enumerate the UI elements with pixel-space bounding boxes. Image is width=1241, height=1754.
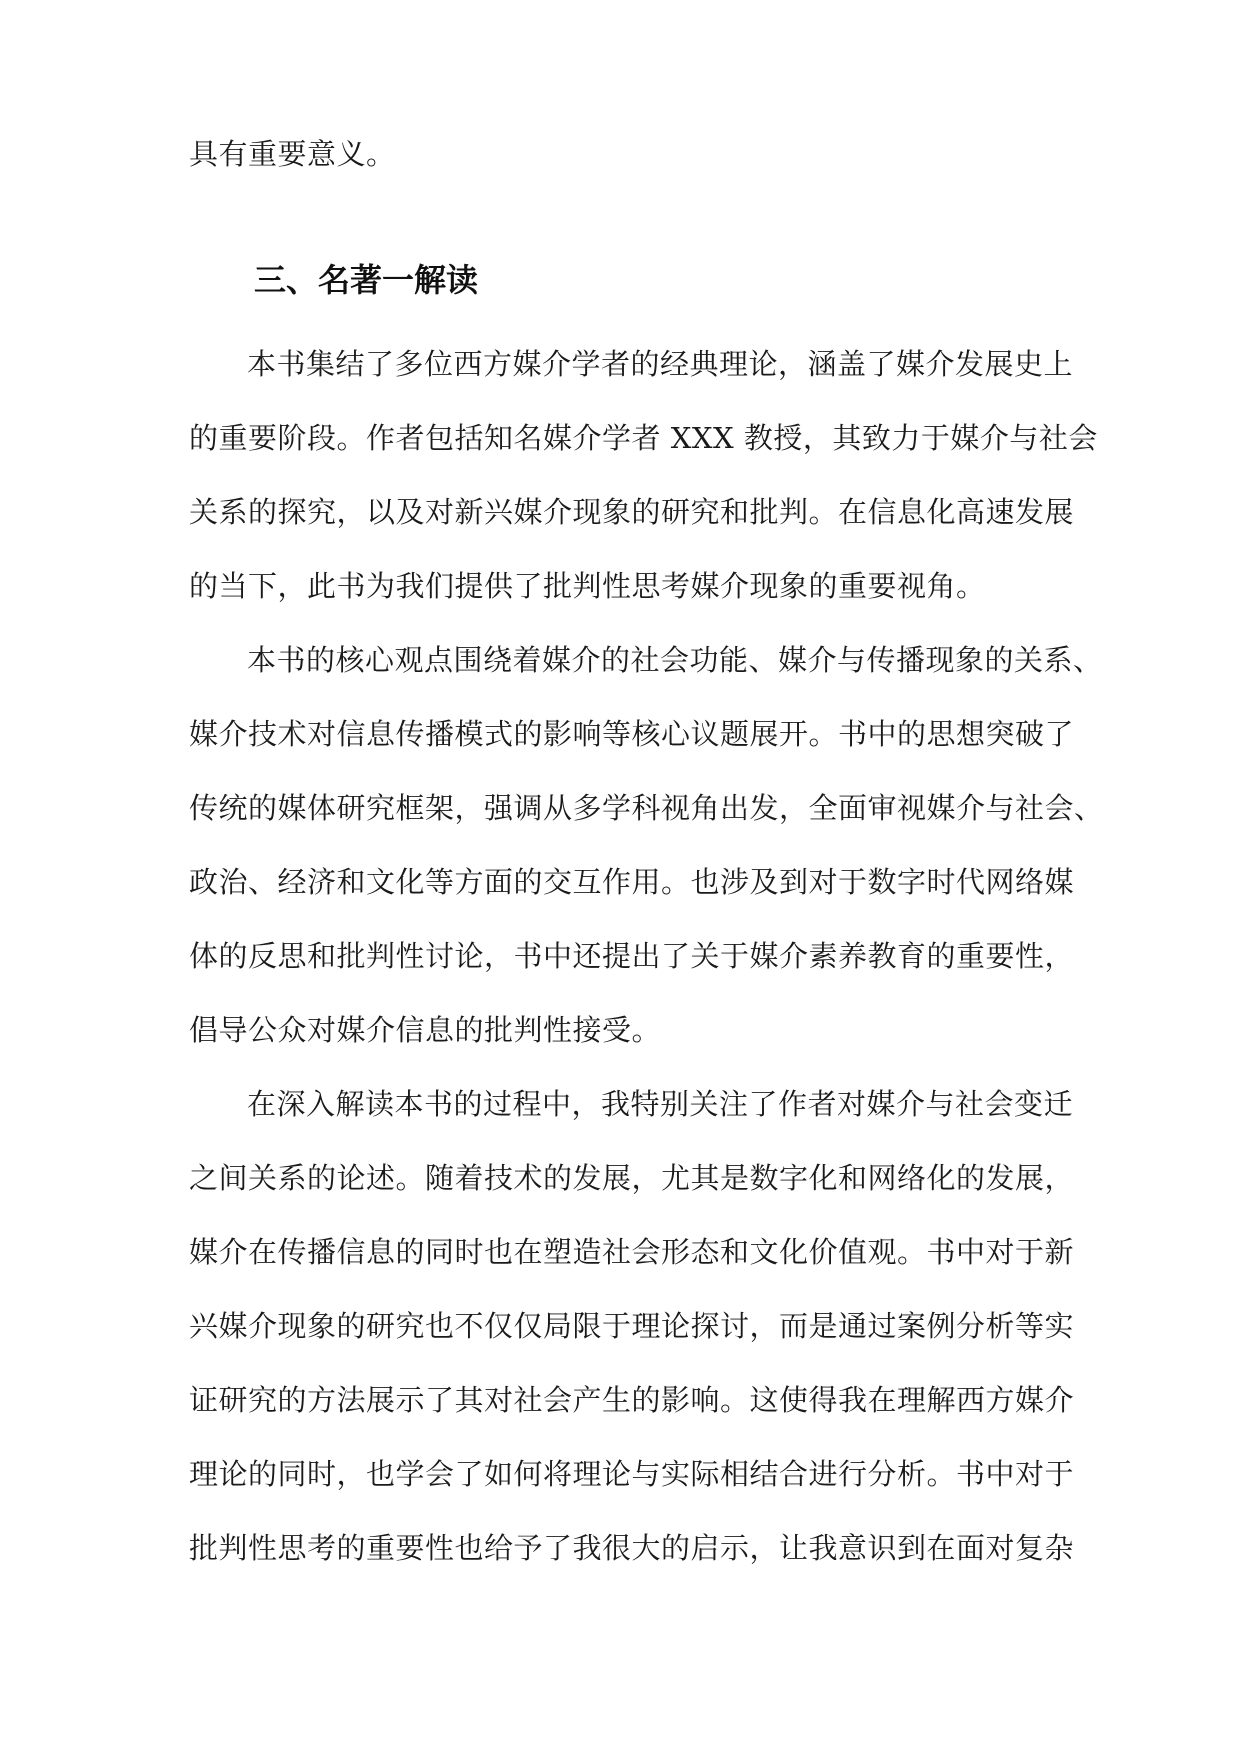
paragraph-line: 本书的核心观点围绕着媒介的社会功能、媒介与传播现象的关系、 — [247, 643, 1103, 677]
section-heading: 三、名著一解读 — [254, 261, 479, 299]
paragraph-line: 本书集结了多位西方媒介学者的经典理论，涵盖了媒介发展史上 — [247, 347, 1074, 381]
paragraph-line: 证研究的方法展示了其对社会产生的影响。这使得我在理解西方媒介 — [189, 1383, 1075, 1417]
paragraph-line: 媒介技术对信息传播模式的影响等核心议题展开。书中的思想突破了 — [189, 717, 1075, 751]
paragraph-line: 传统的媒体研究框架，强调从多学科视角出发，全面审视媒介与社会、 — [189, 791, 1104, 825]
paragraph-line: 的重要阶段。作者包括知名媒介学者 XXX 教授，其致力于媒介与社会 — [189, 421, 1098, 455]
paragraph-line: 关系的探究，以及对新兴媒介现象的研究和批判。在信息化高速发展 — [189, 495, 1075, 529]
paragraph-line: 理论的同时，也学会了如何将理论与实际相结合进行分析。书中对于 — [189, 1457, 1075, 1491]
paragraph-line: 之间关系的论述。随着技术的发展，尤其是数字化和网络化的发展， — [189, 1161, 1075, 1195]
paragraph-line: 批判性思考的重要性也给予了我很大的启示，让我意识到在面对复杂 — [189, 1531, 1075, 1565]
paragraph-line: 兴媒介现象的研究也不仅仅局限于理论探讨，而是通过案例分析等实 — [189, 1309, 1075, 1343]
paragraph-line: 政治、经济和文化等方面的交互作用。也涉及到对于数字时代网络媒 — [189, 865, 1075, 899]
paragraph-line: 在深入解读本书的过程中，我特别关注了作者对媒介与社会变迁 — [247, 1087, 1074, 1121]
paragraph-line: 媒介在传播信息的同时也在塑造社会形态和文化价值观。书中对于新 — [189, 1235, 1075, 1269]
continuation-line: 具有重要意义。 — [189, 137, 396, 171]
paragraph-line: 体的反思和批判性讨论，书中还提出了关于媒介素养教育的重要性， — [189, 939, 1075, 973]
paragraph-line: 倡导公众对媒介信息的批判性接受。 — [189, 1013, 662, 1047]
paragraph-line: 的当下，此书为我们提供了批判性思考媒介现象的重要视角。 — [189, 569, 986, 603]
